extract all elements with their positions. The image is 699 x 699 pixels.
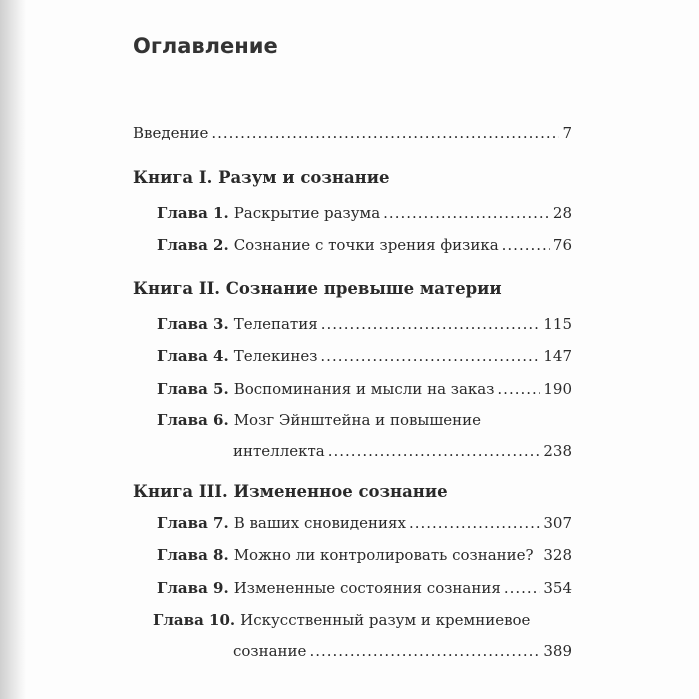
chapter-label: Глава 10. bbox=[153, 611, 236, 629]
dot-leader bbox=[309, 642, 540, 660]
entry-title: Раскрытие разума bbox=[233, 204, 381, 222]
dot-leader bbox=[320, 347, 540, 365]
toc-entry[interactable] bbox=[153, 611, 572, 629]
book-heading: Книга I. Разум и сознание bbox=[133, 168, 390, 187]
toc-entry[interactable] bbox=[157, 411, 572, 429]
page-title: Оглавление bbox=[133, 34, 278, 58]
toc-entry-intro[interactable] bbox=[133, 124, 572, 142]
chapter-label: Глава 9. bbox=[157, 579, 229, 597]
toc-entry-continuation[interactable] bbox=[233, 642, 572, 660]
toc-entry[interactable] bbox=[157, 347, 572, 365]
entry-title-continued: интеллекта bbox=[233, 442, 325, 460]
toc-entry[interactable] bbox=[157, 315, 572, 333]
entry-title: Мозг Эйнштейна и повышение bbox=[233, 411, 482, 429]
dot-leader bbox=[504, 579, 541, 597]
page-number: 28 bbox=[552, 204, 572, 222]
toc-entry[interactable] bbox=[157, 514, 572, 532]
page-number: 147 bbox=[543, 347, 572, 365]
dot-leader bbox=[497, 380, 540, 398]
chapter-label: Глава 2. bbox=[157, 236, 229, 254]
toc-entry[interactable] bbox=[157, 204, 572, 222]
entry-title: В ваших сновидениях bbox=[233, 514, 406, 532]
chapter-label: Глава 3. bbox=[157, 315, 229, 333]
page-number: 115 bbox=[543, 315, 572, 333]
chapter-label: Глава 8. bbox=[157, 546, 229, 564]
toc-entry[interactable] bbox=[157, 236, 572, 254]
page-number: 389 bbox=[543, 642, 572, 660]
chapter-label: Глава 6. bbox=[157, 411, 229, 429]
dot-leader bbox=[502, 236, 550, 254]
entry-title: Телепатия bbox=[233, 315, 318, 333]
entry-title: Телекинез bbox=[233, 347, 318, 365]
entry-title: Можно ли контролировать сознание? bbox=[233, 546, 534, 564]
chapter-label: Глава 4. bbox=[157, 347, 229, 365]
page-number: 238 bbox=[543, 442, 572, 460]
dot-leader bbox=[321, 315, 541, 333]
entry-title: Введение bbox=[133, 124, 209, 142]
page-number: 307 bbox=[543, 514, 572, 532]
dot-leader bbox=[409, 514, 540, 532]
page-number: 328 bbox=[543, 546, 572, 564]
dot-leader bbox=[383, 204, 550, 222]
entry-title-continued: сознание bbox=[233, 642, 307, 660]
entry-title: Воспоминания и мысли на заказ bbox=[233, 380, 495, 398]
page-number: 76 bbox=[552, 236, 572, 254]
entry-title: Измененные состояния сознания bbox=[233, 579, 501, 597]
entry-title: Искусственный разум и кремниевое bbox=[240, 611, 531, 629]
book-heading: Книга III. Измененное сознание bbox=[133, 482, 448, 501]
book-heading: Книга II. Сознание превыше материи bbox=[133, 279, 502, 298]
toc-entry[interactable] bbox=[157, 546, 572, 564]
toc-entry[interactable] bbox=[157, 380, 572, 398]
page-number: 7 bbox=[562, 124, 572, 142]
dot-leader bbox=[211, 124, 559, 142]
chapter-label: Глава 7. bbox=[157, 514, 229, 532]
chapter-label: Глава 1. bbox=[157, 204, 229, 222]
toc-entry[interactable] bbox=[157, 579, 572, 597]
chapter-label: Глава 5. bbox=[157, 380, 229, 398]
page-number: 354 bbox=[543, 579, 572, 597]
entry-title: Сознание с точки зрения физика bbox=[233, 236, 499, 254]
page-edge-shadow bbox=[0, 0, 26, 699]
toc-entry-continuation[interactable] bbox=[233, 442, 572, 460]
page-number: 190 bbox=[543, 380, 572, 398]
dot-leader bbox=[328, 442, 541, 460]
